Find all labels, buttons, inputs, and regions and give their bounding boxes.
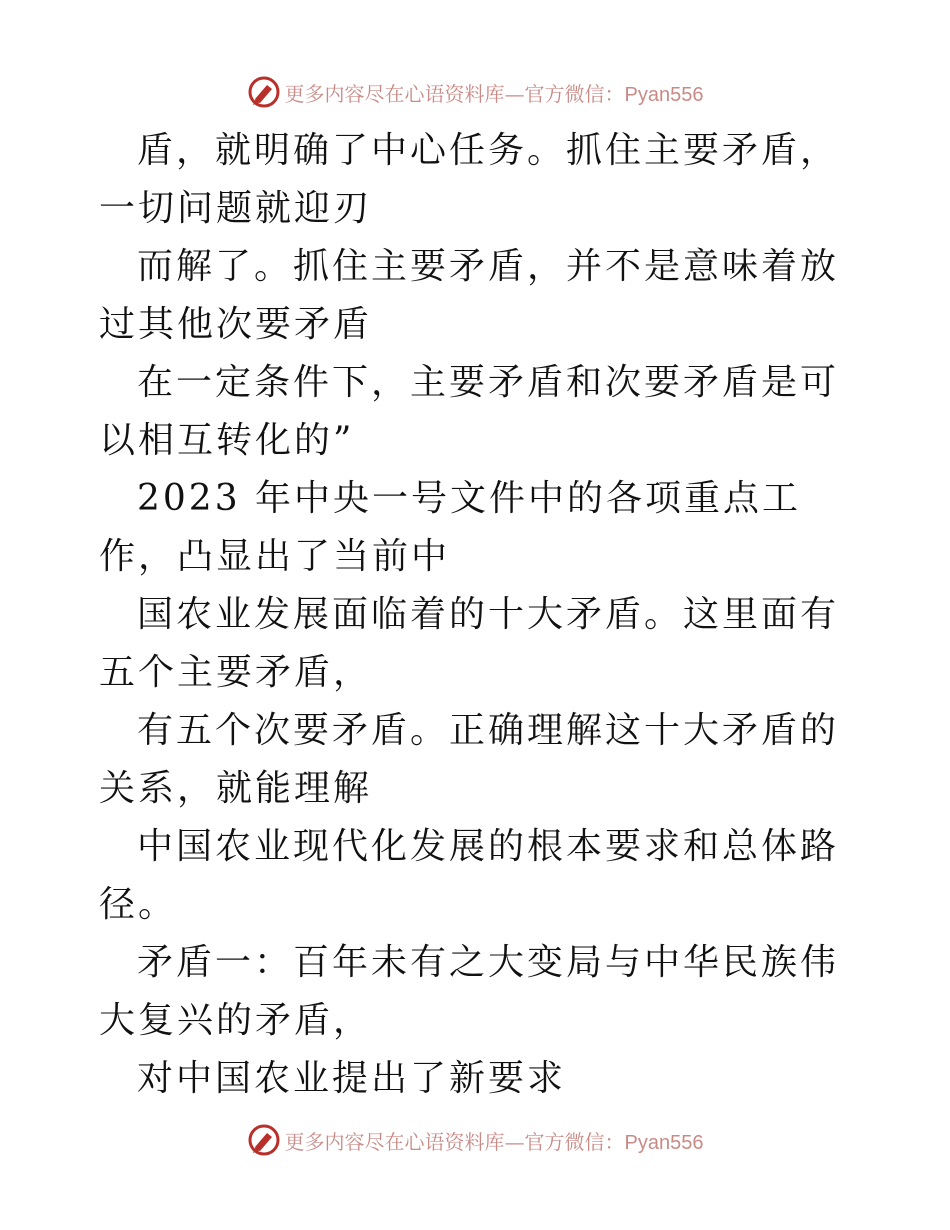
paragraph: 矛盾一：百年未有之大变局与中华民族伟大复兴的矛盾， [99,942,840,1041]
paragraph: 2023 年中央一号文件中的各项重点工作，凸显出了当前中 [99,478,802,577]
header-banner [0,72,950,112]
header-wechat-id: Pyan556 [624,83,704,106]
header-banner-text [285,78,704,107]
paragraph: 而解了。抓住主要矛盾，并不是意味着放过其他次要矛盾 [99,246,840,345]
paragraph: 有五个次要矛盾。正确理解这十大矛盾的关系，就能理解 [99,710,840,809]
header-wechat-label: 官方微信： [524,81,625,106]
footer-site-text: 更多内容尽在心语资料库 [284,1129,505,1154]
footer-banner-text [285,1126,704,1155]
header-dash: — [504,81,525,106]
paragraph: 盾，就明确了中心任务。抓住主要矛盾，一切问题就迎刃 [99,130,840,229]
footer-dash: — [504,1129,525,1154]
document-body [99,122,859,1108]
paragraph: 对中国农业提出了新要求 [137,1058,567,1099]
paragraph: 在一定条件下，主要矛盾和次要矛盾是可以相互转化的” [99,362,840,461]
paragraph: 中国农业现代化发展的根本要求和总体路径。 [99,826,840,925]
pen-logo-icon [247,75,281,109]
pen-logo-icon [247,1123,281,1157]
footer-wechat-id: Pyan556 [624,1131,704,1154]
footer-banner [0,1120,950,1160]
header-site-text: 更多内容尽在心语资料库 [284,81,505,106]
footer-wechat-label: 官方微信： [524,1129,625,1154]
paragraph: 国农业发展面临着的十大矛盾。这里面有五个主要矛盾， [99,594,840,693]
